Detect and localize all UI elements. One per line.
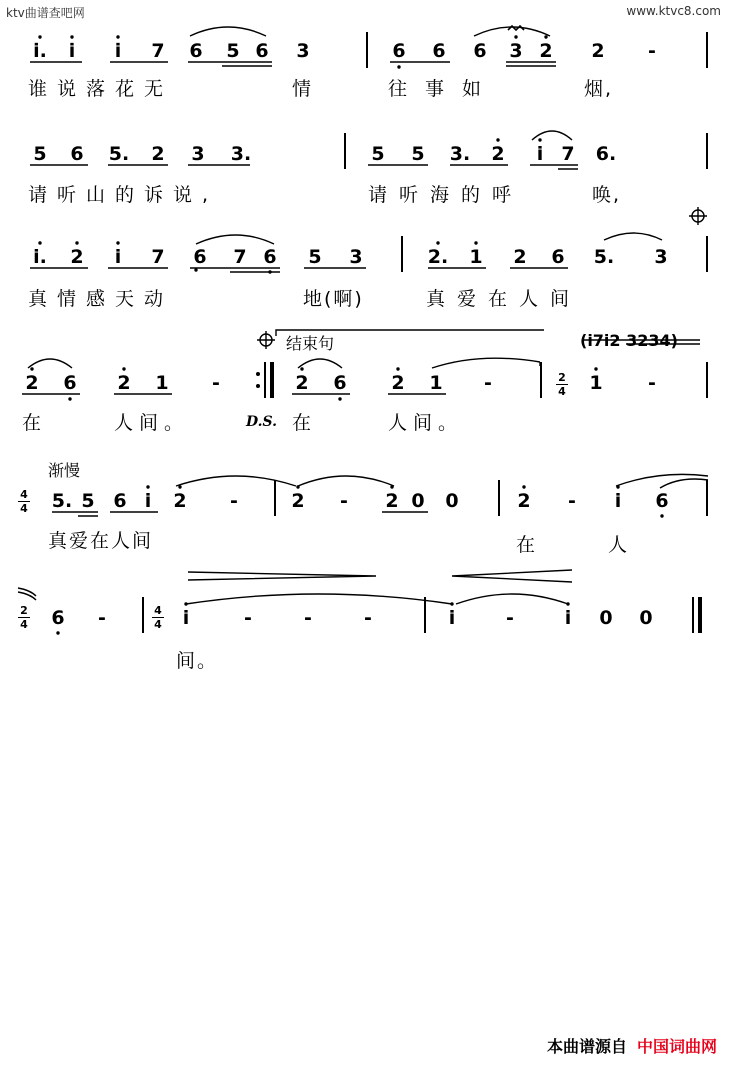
note: i [144,490,152,512]
note: 3 [296,40,310,62]
note: 5. [51,490,73,512]
note: 7 [151,246,165,268]
tempo-marking: 渐慢 [48,461,81,480]
lyric: 真爱在人间 [426,288,582,310]
note: 2 [173,490,187,512]
note: i. [33,246,47,268]
time-sig-bottom: 4 [154,618,162,631]
tie [456,594,568,604]
note: 3 [654,246,668,268]
slur [532,131,572,140]
note: i̇. [33,40,47,62]
source-credit [547,1034,717,1057]
note: i [114,246,122,268]
note: - [364,607,372,629]
tie [176,476,296,486]
note: 6 [655,490,669,512]
note: 6 [473,40,487,62]
note: 6 [263,246,277,268]
slur [298,359,342,368]
note: 2 [491,143,505,165]
lyric: 真情感天动 [28,288,174,310]
note: 0 [599,607,613,629]
note: 7 [233,246,247,268]
note: 2 [70,246,84,268]
note: 5 [33,143,47,165]
coda-label: 结束句 [286,334,335,353]
note: - [484,372,492,394]
decrescendo [452,570,572,582]
source-label: 本曲谱源自 [546,1037,627,1056]
time-sig-top: 2 [20,604,28,617]
lyric: 真爱在人间 [48,530,154,552]
lyric: 人间。 [388,412,464,434]
slur-tie [432,358,540,368]
note: - [648,372,656,394]
lyric: 地(啊) [303,288,364,310]
tie [616,474,708,486]
note: 2 [517,490,531,512]
note: 6 [70,143,84,165]
note: i [448,607,456,629]
lyric: 请听海的呼 [368,184,524,206]
note: i [536,143,544,165]
tie [660,479,708,488]
note: i̇ [68,40,76,62]
note: 0 [445,490,459,512]
time-sig-bottom: 4 [558,385,566,398]
note: 5 [226,40,240,62]
lyric: 在 [292,412,314,434]
time-sig-bottom: 4 [20,502,28,515]
note: i [182,607,190,629]
note: - [648,40,656,62]
note: 6 [51,607,65,629]
time-sig-bottom: 4 [20,618,28,631]
note: 5 [308,246,322,268]
note: 0 [411,490,425,512]
note: - [98,607,106,629]
note: 1 [469,246,483,268]
note: 6 [392,40,406,62]
crescendo [188,572,376,580]
time-sig-top: 2 [558,371,566,384]
note: 2 [513,246,527,268]
note: 5 [81,490,95,512]
lyric: 谁说落花无 [28,78,174,100]
note: - [244,607,252,629]
site-watermark-left: ktv曲谱查吧网 [6,6,85,20]
note: 5. [108,143,130,165]
note: 2 [117,372,131,394]
note: 6. [595,143,617,165]
slur [28,359,72,368]
lyric: 在 [516,534,538,556]
note: 6 [113,490,127,512]
note: 6 [432,40,446,62]
slur [196,235,274,244]
slur [604,233,662,240]
source-site-link[interactable]: 中国词曲网 [636,1037,717,1056]
interlude-label: (i7i2 3234) [580,331,678,350]
note: 6 [333,372,347,394]
note: 2 [591,40,605,62]
ds-marking: D.S. [246,414,278,430]
time-sig-top: 4 [20,488,28,501]
note: 3 [349,246,363,268]
note: i [614,490,622,512]
note: 6 [193,246,207,268]
lyric: 间。 [176,650,219,672]
note: 6 [551,246,565,268]
note: 2. [427,246,449,268]
tie [186,594,452,604]
note: 6 [255,40,269,62]
time-sig-top: 4 [154,604,162,617]
note: - [568,490,576,512]
note: 7 [151,40,165,62]
note: 0 [639,607,653,629]
lyric: 唤, [592,184,622,206]
lyric: 人间。 [114,412,190,434]
note: 2 [391,372,405,394]
tie [298,476,394,486]
lyric: 烟, [584,78,614,100]
note: 2 [291,490,305,512]
note: 7 [561,143,575,165]
lyric: 情 [292,78,314,100]
slur [474,27,550,36]
lyric: 在 [22,412,44,434]
note: 5 [411,143,425,165]
site-watermark-right: www.ktvc8.com [626,4,721,18]
note: 3 [509,40,523,62]
note: 2 [295,372,309,394]
note: 1 [429,372,443,394]
lyric: 人 [608,534,630,556]
note: 5. [593,246,615,268]
lyric: 往事如 [388,78,500,100]
note: 6 [189,40,203,62]
slur [190,27,266,36]
note: 3 [191,143,205,165]
note: 6 [63,372,77,394]
note: 2 [25,372,39,394]
note: i̇ [114,40,122,62]
note: 2 [151,143,165,165]
note: 3. [449,143,471,165]
note: - [506,607,514,629]
note: 2 [539,40,553,62]
note: - [230,490,238,512]
note: 1 [589,372,603,394]
note: 3. [230,143,252,165]
note: - [340,490,348,512]
note: - [212,372,220,394]
note: 5 [371,143,385,165]
note: - [304,607,312,629]
note: 1 [155,372,169,394]
lyric: 请听山的诉说, [28,184,219,206]
note: i [564,607,572,629]
note: 2 [385,490,399,512]
